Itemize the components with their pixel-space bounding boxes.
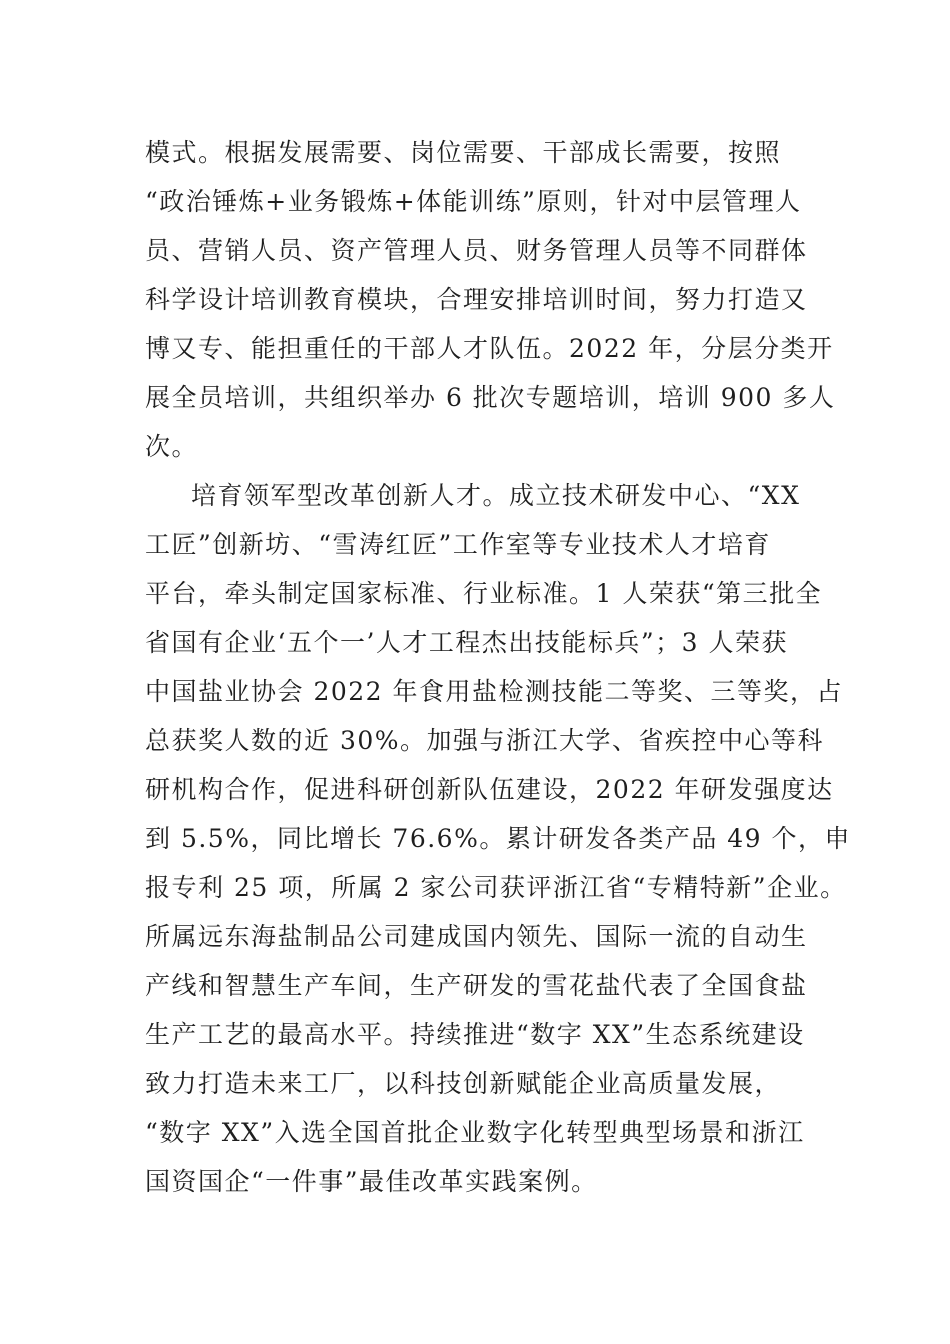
paragraph-training-programs	[145, 128, 836, 471]
body-text	[145, 128, 852, 1206]
text-line: 总获奖人数的近 30%。加强与浙江大学、省疾控中心等科	[145, 726, 825, 755]
text-line: 博又专、能担重任的干部人才队伍。2022 年，分层分类开	[145, 334, 834, 363]
text-line: 生产工艺的最高水平。持续推进“数字 XX”生态系统建设	[145, 1020, 805, 1049]
text-line: 到 5.5%，同比增长 76.6%。累计研发各类产品 49 个，申	[145, 824, 852, 853]
text-line: “数字 XX”入选全国首批企业数字化转型典型场景和浙江	[145, 1118, 805, 1147]
text-line: 中国盐业协会 2022 年食用盐检测技能二等奖、三等奖，占	[145, 677, 844, 706]
text-line: 工匠”创新坊、“雪涛红匠”工作室等专业技术人才培育	[145, 530, 771, 559]
text-line: 科学设计培训教育模块，合理安排培训时间，努力打造又	[145, 285, 808, 314]
text-line: 模式。根据发展需要、岗位需要、干部成长需要，按照	[145, 138, 782, 167]
text-line: 产线和智慧生产车间，生产研发的雪花盐代表了全国食盐	[145, 971, 808, 1000]
paragraph-innovation-talent	[145, 471, 852, 1206]
text-line: 报专利 25 项，所属 2 家公司获评浙江省“专精特新”企业。	[145, 873, 847, 902]
text-line: 展全员培训，共组织举办 6 批次专题培训，培训 900 多人	[145, 383, 836, 412]
text-line: 所属远东海盐制品公司建成国内领先、国际一流的自动生	[145, 922, 808, 951]
text-line: 国资国企“一件事”最佳改革实践案例。	[145, 1167, 598, 1196]
text-line: 培育领军型改革创新人才。成立技术研发中心、“XX	[191, 481, 801, 510]
text-line: 致力打造未来工厂，以科技创新赋能企业高质量发展，	[145, 1069, 782, 1098]
text-line: “政治锤炼+业务锻炼+体能训练”原则，针对中层管理人	[145, 187, 802, 216]
text-line: 省国有企业‘五个一’人才工程杰出技能标兵”；3 人荣获	[145, 628, 789, 657]
text-line: 次。	[145, 432, 199, 461]
text-line: 员、营销人员、资产管理人员、财务管理人员等不同群体	[145, 236, 808, 265]
text-line: 研机构合作，促进科研创新队伍建设，2022 年研发强度达	[145, 775, 834, 804]
text-line: 平台，牵头制定国家标准、行业标准。1 人荣获“第三批全	[145, 579, 823, 608]
